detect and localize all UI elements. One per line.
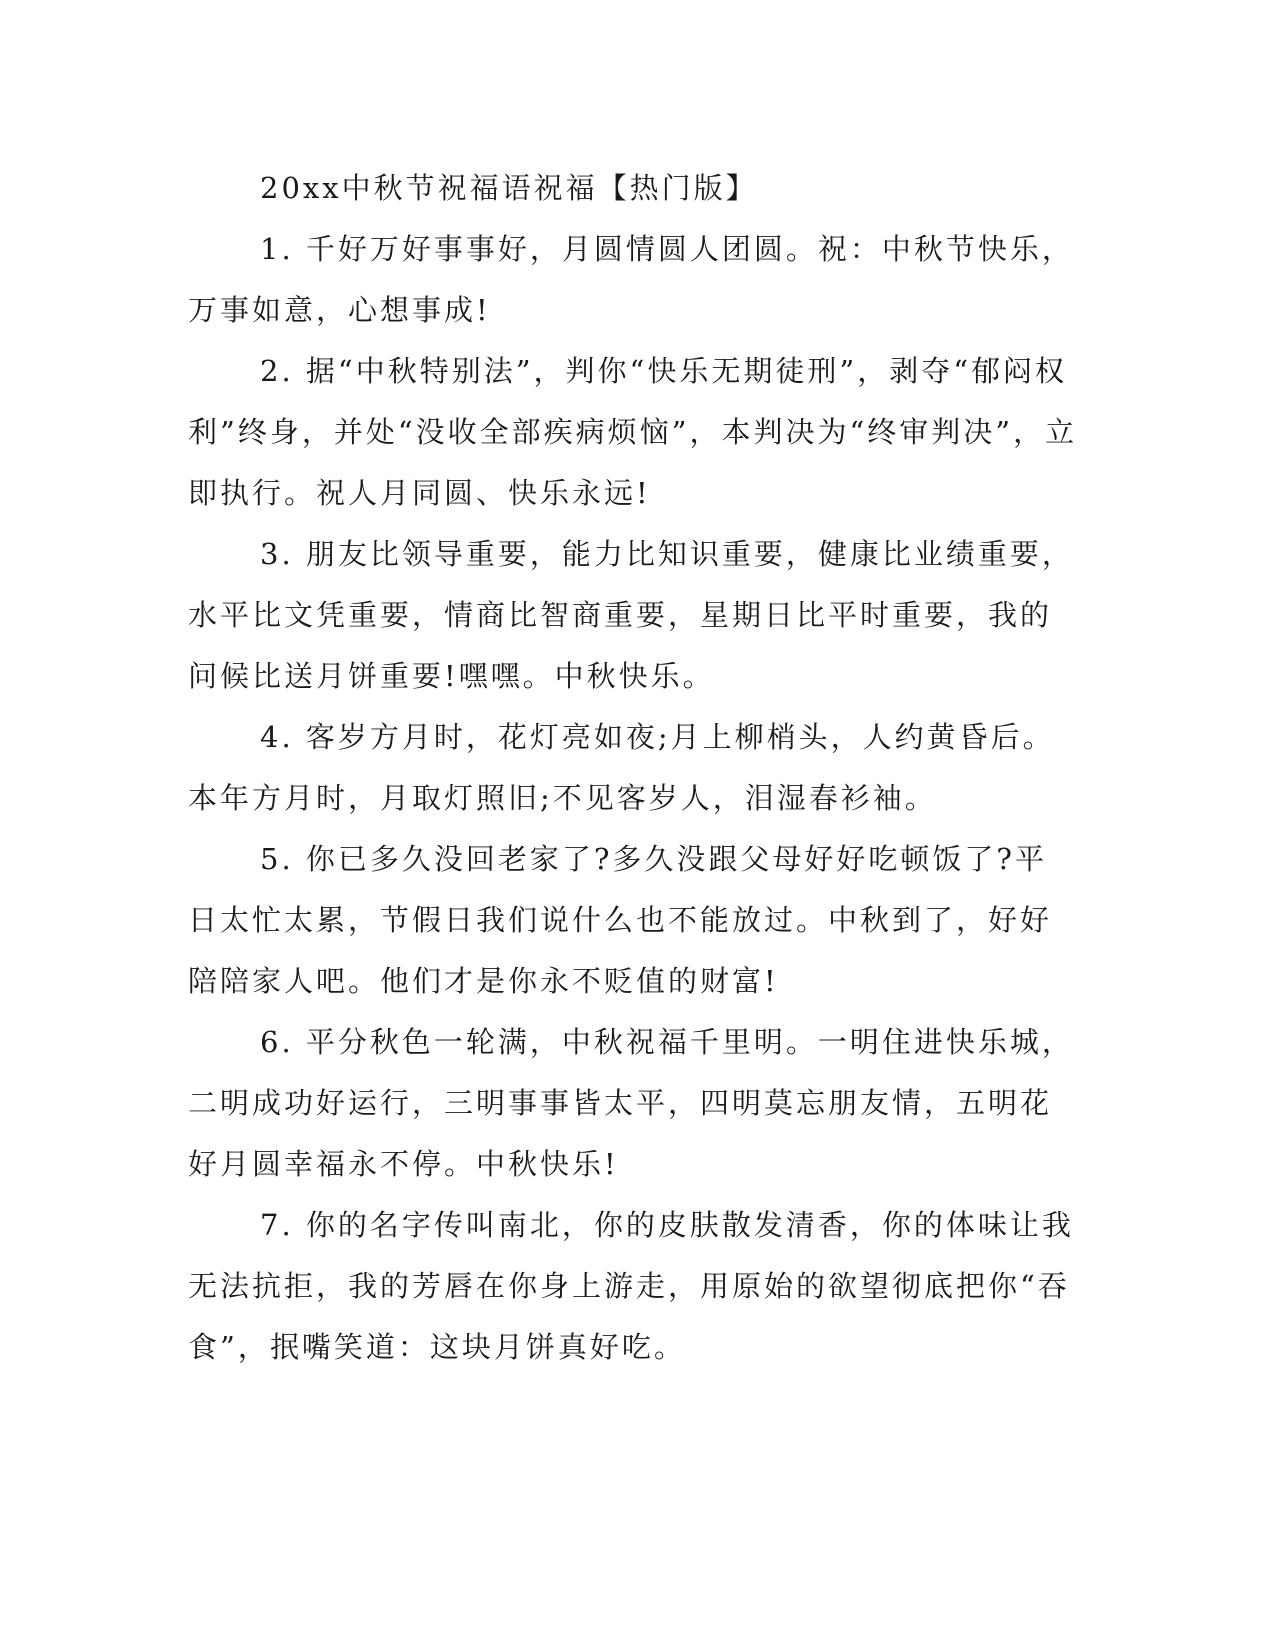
paragraph-4: 4. 客岁方月时，花灯亮如夜;月上柳梢头，人约黄昏后。本年方月时，月取灯照旧;不见客岁人，泪湿春衫袖。 [188, 720, 1055, 815]
paragraph-6: 6. 平分秋色一轮满，中秋祝福千里明。一明住进快乐城，二明成功好运行，三明事事皆太平，四明莫忘朋友情，五明花好月圆幸福永不停。中秋快乐! [188, 1025, 1074, 1181]
paragraph-1: 1. 千好万好事事好，月圆情圆人团圆。祝：中秋节快乐，万事如意，心想事成! [188, 232, 1074, 327]
document-title: 20xx中秋节祝福语祝福【热门版】 [260, 171, 758, 205]
document-body [188, 158, 1078, 1378]
paragraph-7: 7. 你的名字传叫南北，你的皮肤散发清香，你的体味让我无法抗拒，我的芳唇在你身上游走，用原始的欲望彻底把你“吞食”，抿嘴笑道：这块月饼真好吃。 [188, 1208, 1074, 1364]
paragraph-5: 5. 你已多久没回老家了?多久没跟父母好好吃顿饭了?平日太忙太累，节假日我们说什么也不能放过。中秋到了，好好陪陪家人吧。他们才是你永不贬值的财富! [188, 842, 1053, 998]
paragraph-2: 2. 据“中秋特别法”，判你“快乐无期徒刑”，剥夺“郁闷权利”终身，并处“没收全部疾病烦恼”，本判决为“终审判决”，立即执行。祝人月同圆、快乐永远! [188, 354, 1078, 510]
paragraph-3: 3. 朋友比领导重要，能力比知识重要，健康比业绩重要，水平比文凭重要，情商比智商重要，星期日比平时重要，我的问候比送月饼重要!嘿嘿。中秋快乐。 [188, 537, 1074, 693]
